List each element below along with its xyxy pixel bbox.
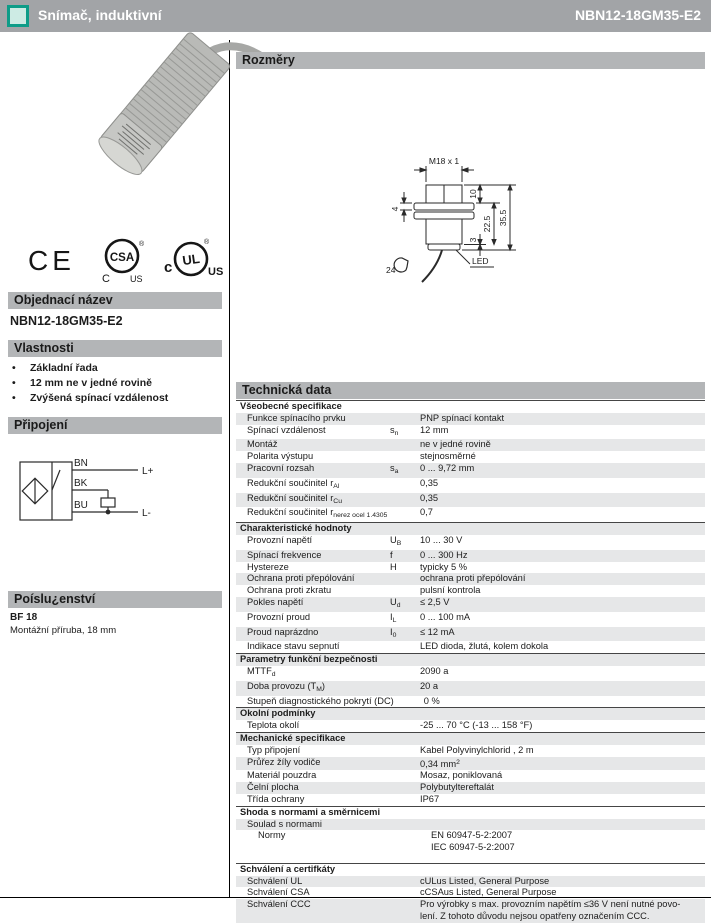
row-symbol [390, 439, 420, 451]
svg-text:CE: CE [28, 245, 75, 276]
row-symbol [401, 830, 431, 854]
row-symbol: $U_B$ [390, 534, 402, 547]
table-row [236, 507, 705, 522]
row-label: Typ připojení [247, 744, 301, 755]
row-symbol [390, 681, 420, 696]
certification-logos [18, 234, 222, 284]
row-value: Mosaz, poniklovaná [420, 770, 503, 781]
table-row [236, 597, 705, 612]
row-value: Kabel Polyvinylchlorid , 2 m [420, 744, 534, 755]
row-value: 0 % [423, 695, 440, 706]
feature-text: Zvýšená spínací vzdálenost [30, 392, 169, 404]
table-row [236, 451, 705, 463]
table-group-header [236, 653, 705, 666]
group-label: Mechanické specifikace [240, 732, 346, 743]
row-symbol [390, 876, 420, 888]
row-value: typicky 5 % [420, 561, 468, 572]
feature-text: 12 mm ne v jedné rovině [30, 377, 152, 389]
table-row [236, 830, 705, 854]
table-row [236, 819, 705, 831]
row-label: Schválení UL [247, 875, 303, 886]
table-row [236, 612, 705, 627]
row-label: Pokles napětí [247, 596, 304, 607]
column-divider [229, 40, 230, 898]
table-row [236, 720, 705, 732]
dim-thread-label: M18 x 1 [428, 156, 460, 166]
table-row [236, 681, 705, 696]
row-label: Polarita výstupu [247, 451, 314, 462]
table-spacer-row [236, 854, 705, 863]
row-symbol: $U_d$ [390, 596, 401, 609]
row-value: 0 ... 9,72 mm [420, 462, 475, 473]
brand-logo-mark [7, 5, 29, 27]
row-symbol [390, 585, 420, 597]
row-label: Provozní proud [247, 611, 311, 622]
page-header [0, 0, 711, 32]
row-label: Ochrana proti přepólování [247, 573, 355, 584]
dim-3-label: 3 [468, 237, 478, 243]
table-row [236, 899, 705, 923]
row-symbol [390, 794, 420, 806]
row-value: cCSAus Listed, General Purpose [420, 887, 557, 898]
row-label: Čelní plocha [247, 782, 299, 793]
row-symbol: $I_0$ [390, 626, 397, 639]
row-value: 20 a [420, 680, 439, 691]
table-group-header [236, 522, 705, 535]
row-value: Pro výrobky s max. provozním napětím ≤36 V není nutné povo- lení. Z tohoto důvodu nejsou opatřeny označením CCC. [420, 899, 681, 922]
wire-label-bk: BK [74, 478, 88, 489]
technical-data-section-header: Technická data [236, 382, 705, 399]
table-row [236, 413, 705, 425]
feature-item [10, 361, 222, 376]
table-row [236, 478, 705, 493]
wrench-size-label: 24 [386, 265, 396, 275]
csa-logo-icon [102, 240, 145, 285]
row-symbol [390, 887, 420, 899]
table-group-header [236, 732, 705, 745]
row-value: 0,7 [420, 507, 433, 518]
row-value: 0,35 [420, 492, 439, 503]
ce-mark-icon [28, 245, 75, 276]
led-label: LED [472, 256, 489, 266]
row-label: Doba provozu $(T_M)$ [247, 680, 326, 693]
row-value: Polybutyltereftalát [420, 782, 494, 793]
row-value: cULus Listed, General Purpose [420, 875, 550, 886]
feature-item [10, 391, 222, 406]
row-value: 2090 a [420, 665, 449, 676]
table-row [236, 535, 705, 550]
row-label: Redukční součinitel $r_{Al}$ [247, 477, 340, 490]
row-label: Třída ochrany [247, 793, 305, 804]
table-row [236, 666, 705, 681]
row-symbol: $I_L$ [390, 611, 397, 624]
dim-10-label: 10 [468, 189, 478, 199]
group-label: Charakteristické hodnoty [240, 523, 352, 534]
features-section-header: Vlastnosti [8, 340, 222, 357]
table-row [236, 770, 705, 782]
accessory-description: Montážní příruba, 18 mm [10, 625, 117, 636]
row-label: Montáž [247, 439, 278, 450]
table-row [236, 585, 705, 597]
table-group-header [236, 707, 705, 720]
product-model-title: NBN12-18GM35-E2 [574, 7, 701, 23]
product-photo [50, 46, 228, 236]
row-value: PNP spínací kontakt [420, 412, 505, 423]
table-row [236, 463, 705, 478]
row-symbol [394, 696, 424, 708]
svg-text:US: US [208, 266, 224, 278]
row-symbol [390, 478, 420, 493]
table-row [236, 876, 705, 888]
row-label: Redukční součinitel $r_{Cu}$ [247, 492, 342, 505]
svg-text:US: US [130, 274, 143, 284]
row-value: ochrana proti přepólování [420, 573, 526, 584]
row-symbol: $s_n$ [390, 424, 399, 437]
row-symbol [390, 745, 420, 757]
svg-text:c: c [164, 259, 173, 276]
svg-text:C: C [102, 273, 110, 285]
row-symbol [390, 451, 420, 463]
table-row [236, 425, 705, 440]
wire-label-bu: BU [74, 500, 88, 511]
features-list [10, 361, 222, 406]
row-value: EN 60947-5-2:2007 IEC 60947-5-2:2007 [431, 830, 515, 853]
row-symbol [390, 770, 420, 782]
row-value: ≤ 2,5 V [420, 596, 450, 607]
dimension-drawing [236, 72, 705, 380]
row-value: 0,34 $mm^2$ [420, 758, 460, 769]
group-label: Všeobecné specifikace [240, 401, 342, 411]
row-label: $MTTF_d$ [247, 665, 276, 678]
table-row [236, 641, 705, 653]
row-value: 12 mm [420, 424, 449, 435]
row-symbol [390, 413, 420, 425]
table-row [236, 627, 705, 642]
row-label: Soulad s normami [247, 818, 322, 829]
row-label: Funkce spínacího prvku [247, 412, 346, 423]
wire-label-bn: BN [74, 458, 88, 469]
feature-text: Základní řada [30, 362, 98, 374]
row-symbol [390, 819, 420, 831]
bullet-icon: • [12, 392, 16, 404]
svg-text:CSA: CSA [109, 252, 135, 264]
row-value: stejnosměrné [420, 451, 476, 462]
row-symbol [390, 720, 420, 732]
svg-text:UL: UL [181, 250, 201, 269]
row-value: 0 ... 300 Hz [420, 549, 468, 560]
table-group-header [236, 863, 705, 876]
table-row [236, 573, 705, 585]
row-value [420, 819, 705, 831]
row-label: Ochrana proti zkratu [247, 585, 332, 596]
row-label: Spínací vzdálenost [247, 424, 326, 435]
table-row [236, 562, 705, 574]
culus-logo-icon [164, 238, 223, 278]
row-value: -25 ... 70 °C (-13 ... 158 °F) [420, 720, 533, 731]
feature-item [10, 376, 222, 391]
table-group-header [236, 806, 705, 819]
row-label: Indikace stavu sepnutí [247, 641, 340, 652]
row-symbol: f [390, 549, 393, 560]
row-label: Materiál pouzdra [247, 770, 317, 781]
table-row [236, 696, 705, 708]
order-code: NBN12-18GM35-E2 [10, 314, 123, 328]
dim-4-label: 4 [390, 206, 400, 212]
row-value: 0,35 [420, 477, 439, 488]
row-label: Normy [258, 830, 286, 841]
row-value: 10 ... 30 V [420, 534, 463, 545]
order-name-section-header: Objednací název [8, 292, 222, 309]
accessory-name: BF 18 [10, 612, 38, 623]
terminal-label-lplus: L+ [142, 466, 154, 477]
row-symbol [390, 757, 420, 771]
table-row [236, 439, 705, 451]
row-value: LED dioda, žlutá, kolem dokola [420, 641, 549, 652]
row-value: ne v jedné rovině [420, 439, 491, 450]
row-symbol [390, 573, 420, 585]
row-symbol [390, 641, 420, 653]
table-row [236, 745, 705, 757]
table-group-header [236, 400, 705, 413]
row-label: Spínací frekvence [247, 549, 322, 560]
svg-text:®: ® [204, 239, 210, 246]
row-value: 0 ... 100 mA [420, 611, 471, 622]
row-symbol [390, 493, 420, 508]
row-label: Schválení CCC [247, 899, 311, 910]
table-row [236, 550, 705, 562]
row-symbol: H [390, 561, 397, 572]
accessories-section-header: Poíslu¿enství [8, 591, 222, 608]
group-label: Shoda s normami a směrnicemi [240, 806, 381, 817]
group-label: Schválení a certifkáty [240, 863, 336, 874]
table-row [236, 757, 705, 771]
svg-text:®: ® [139, 241, 145, 248]
connection-section-header: Připojení [8, 417, 222, 434]
row-value: ≤ 12 mA [420, 626, 455, 637]
row-label: Provozní napětí [247, 534, 313, 545]
row-label: Stupeň diagnostického pokrytí (DC) [247, 695, 394, 706]
terminal-label-lminus: L- [142, 508, 151, 519]
technical-data-table [236, 400, 705, 923]
row-symbol [390, 507, 420, 522]
dim-35-5-label: 35.5 [498, 209, 508, 227]
row-symbol: $s_a$ [390, 462, 399, 475]
row-label: Schválení CSA [247, 887, 310, 898]
product-family-title: Snímač, induktivní [38, 7, 162, 23]
table-row [236, 887, 705, 899]
row-label: Teplota okolí [247, 720, 300, 731]
row-symbol [390, 782, 420, 794]
row-symbol [390, 899, 420, 923]
table-row [236, 782, 705, 794]
table-row [236, 493, 705, 508]
group-label: Parametry funkční bezpečnosti [240, 654, 378, 665]
dimensions-section-header: Rozměry [236, 52, 705, 69]
connection-diagram [8, 448, 188, 543]
bullet-icon: • [12, 377, 16, 389]
row-label: Pracovní rozsah [247, 462, 315, 473]
row-label: Hystereze [247, 561, 289, 572]
row-symbol [390, 666, 420, 681]
row-value: IP67 [420, 793, 440, 804]
row-label: Proud naprázdno [247, 626, 319, 637]
row-label: Redukční součinitel $r_{nerez ocel 1.4305}$ [247, 507, 388, 520]
bullet-icon: • [12, 362, 16, 374]
row-label: Průřez žíly vodiče [247, 756, 321, 767]
table-row [236, 794, 705, 806]
dim-22-5-label: 22.5 [482, 215, 492, 233]
group-label: Okolní podmínky [240, 708, 316, 719]
row-value: pulsní kontrola [420, 585, 481, 596]
